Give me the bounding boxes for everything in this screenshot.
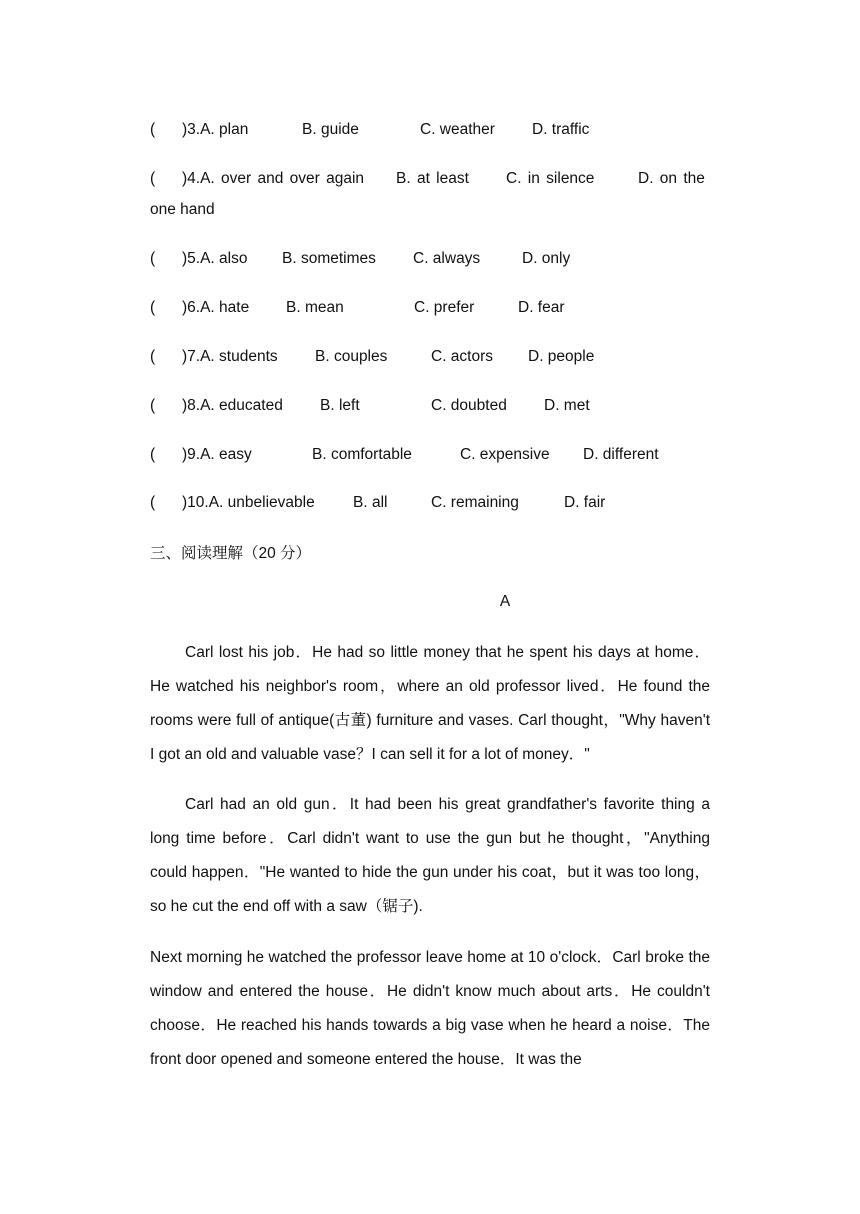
paragraph-2: Carl had an old gun．It had been his great grandfather's favorite thing a long time before．Carl didn't want to use the gun but he thought，"Anything could happen．"He wanted to hide the gun under his coat，but it was too long，so he cut the end off with a saw（锯子). [150, 796, 710, 915]
option-c: C. prefer [414, 299, 475, 316]
option-b: B. all [353, 494, 388, 511]
answer-bracket: ( [150, 299, 156, 316]
paragraph-3: Next morning he watched the professor leave home at 10 o'clock．Carl broke the window and entered the house．He didn't know much about arts．He couldn't choose．He reached his hands towards a big vase when he heard a noise．The front door opened and someone entered the house．It was the [150, 949, 710, 1068]
answer-bracket: ( [150, 397, 156, 414]
option-d: D. traffic [532, 121, 590, 138]
option-b: B. left [320, 397, 360, 414]
question-stem: )6.A. hate [182, 299, 250, 316]
option-c: C. always [413, 250, 481, 267]
option-d: D. only [522, 250, 571, 267]
question-stem: )8.A. educated [182, 397, 283, 414]
question-stem: )7.A. students [182, 348, 278, 365]
question-stem: )3.A. plan [182, 121, 249, 138]
option-d: D. on the [638, 170, 705, 187]
section-heading: 三、阅读理解（20 分） [150, 545, 312, 562]
option-b: B. mean [286, 299, 344, 316]
paragraph-1: Carl lost his job．He had so little money that he spent his days at home．He watched his neighbor's room，where an old professor lived．He found the rooms were full of antique(古董) furniture and vases. Carl thought，"Why haven't I got an old and valuable vase？I can sell it for a lot of money．" [150, 644, 710, 763]
question-stem: )9.A. easy [182, 446, 252, 463]
answer-bracket: ( [150, 348, 156, 365]
option-d: D. fear [518, 299, 565, 316]
question-4-continuation: one hand [150, 201, 215, 218]
option-d: D. fair [564, 494, 606, 511]
option-b: B. comfortable [312, 446, 412, 463]
option-c: C. remaining [431, 494, 519, 511]
answer-bracket: ( [150, 121, 156, 138]
question-stem: )5.A. also [182, 250, 248, 267]
answer-bracket: ( [150, 250, 156, 267]
option-c: C. in silence [506, 170, 595, 187]
option-c: C. weather [420, 121, 495, 138]
answer-bracket: ( [150, 446, 156, 463]
answer-bracket: ( [150, 170, 156, 187]
option-d: D. met [544, 397, 590, 414]
question-stem: )4.A. over and over again [182, 170, 365, 187]
option-c: C. doubted [431, 397, 507, 414]
option-b: B. sometimes [282, 250, 376, 267]
answer-bracket: ( [150, 494, 156, 511]
option-b: B. couples [315, 348, 388, 365]
option-b: B. at least [396, 170, 469, 187]
option-d: D. different [583, 446, 659, 463]
option-d: D. people [528, 348, 595, 365]
question-stem: )10.A. unbelievable [182, 494, 315, 511]
option-c: C. expensive [460, 446, 550, 463]
passage-title: A [499, 593, 511, 610]
option-b: B. guide [302, 121, 359, 138]
option-c: C. actors [431, 348, 494, 365]
